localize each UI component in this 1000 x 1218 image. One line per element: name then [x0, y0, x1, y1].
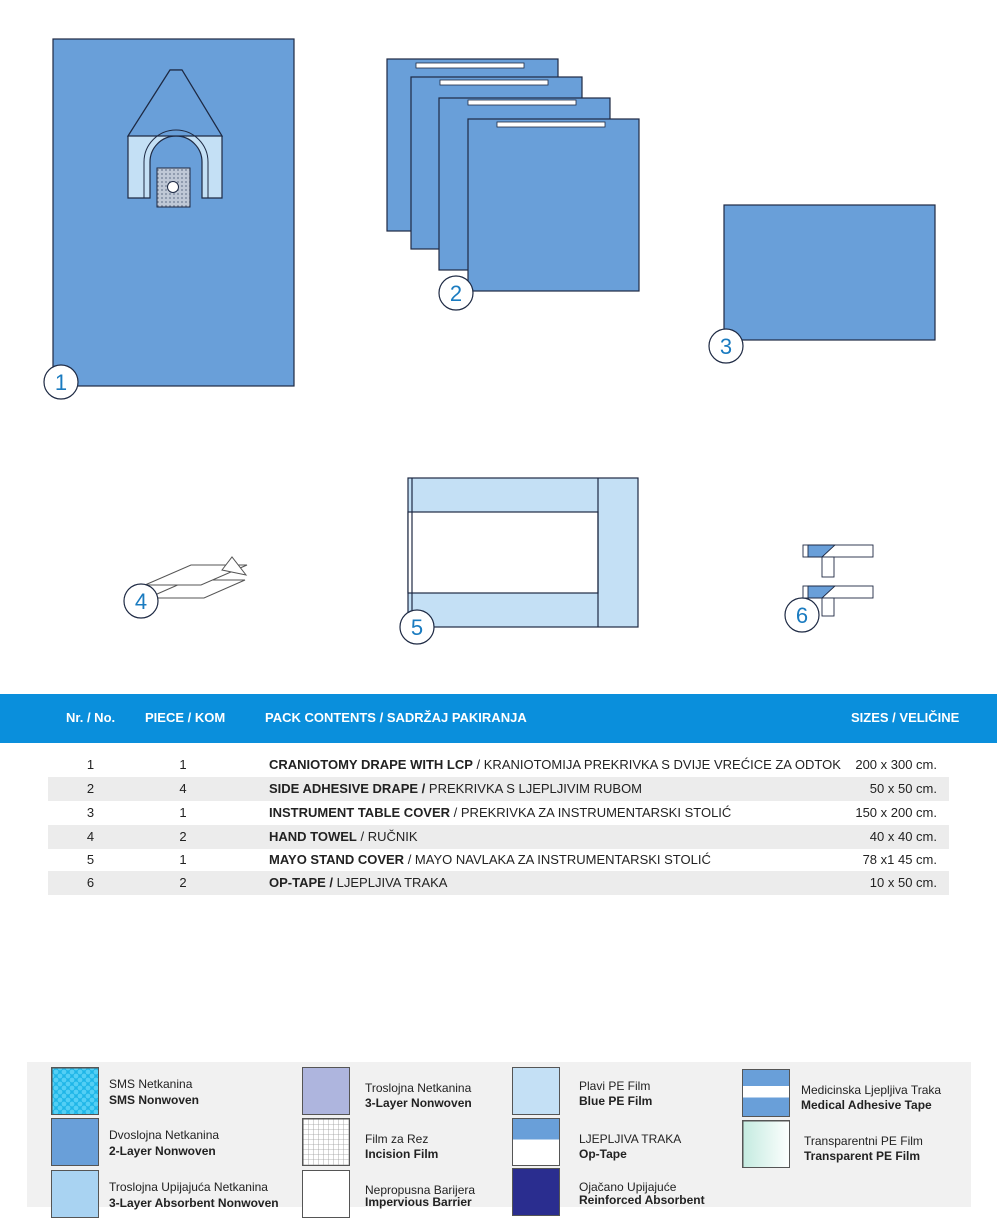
pack-contents-table — [48, 753, 949, 895]
row-item-name: HAND TOWEL — [269, 829, 357, 844]
legend-local: Dvoslojna Netkanina — [109, 1128, 220, 1142]
legend-en: 3-Layer Nonwoven — [365, 1096, 472, 1110]
row-piece: 1 — [179, 852, 187, 867]
header-contents: PACK CONTENTS / SADRŽAJ PAKIRANJA — [265, 710, 527, 725]
item-number-label: 1 — [54, 370, 68, 395]
impervious-barrier-swatch — [302, 1170, 350, 1218]
blue-pe-film-swatch — [512, 1067, 560, 1115]
op-tape-swatch — [512, 1118, 560, 1166]
legend-local: Troslojna Upijajuća Netkanina — [109, 1180, 268, 1194]
transparent-pe-film-swatch — [742, 1120, 790, 1168]
legend-local: Plavi PE Film — [579, 1079, 651, 1093]
row-piece: 2 — [179, 875, 187, 890]
instrument-table-cover-diagram — [724, 205, 935, 340]
legend-local: Transparentni PE Film — [804, 1134, 923, 1148]
table-row — [48, 871, 949, 895]
row-nr: 3 — [86, 805, 95, 820]
legend-local: Film za Rez — [365, 1132, 429, 1146]
row-piece: 1 — [179, 757, 187, 772]
row-piece: 1 — [179, 805, 187, 820]
legend-local: LJEPLJIVA TRAKA — [579, 1132, 682, 1146]
legend-local: Troslojna Netkanina — [365, 1081, 472, 1095]
absorbent-nonwoven-swatch — [51, 1170, 99, 1218]
row-size: 40 x 40 cm. — [869, 829, 937, 844]
legend-en: 3-Layer Absorbent Nonwoven — [109, 1196, 279, 1210]
craniotomy-drape-diagram — [53, 39, 294, 386]
row-description — [269, 753, 841, 777]
row-size: 10 x 50 cm. — [869, 875, 937, 890]
row-item-desc: / RUČNIK — [356, 829, 418, 844]
row-size: 200 x 300 cm. — [855, 757, 937, 772]
row-item-desc: / PREKRIVKA ZA INSTRUMENTARSKI STOLIĆ — [450, 805, 732, 820]
legend-en: Op-Tape — [579, 1147, 627, 1161]
row-nr: 1 — [86, 757, 95, 772]
row-description — [269, 801, 731, 825]
row-item-name: MAYO STAND COVER — [269, 852, 405, 867]
item-number-label: 4 — [134, 589, 148, 614]
row-description — [269, 777, 642, 801]
row-nr: 6 — [86, 875, 95, 890]
legend-en: Blue PE Film — [579, 1094, 653, 1108]
table-header — [0, 694, 997, 743]
item-number-1 — [44, 365, 78, 399]
legend-en: Transparent PE Film — [804, 1149, 921, 1163]
table-row — [48, 801, 949, 825]
row-item-desc: / KRANIOTOMIJA PREKRIVKA S DVIJE VREĆICE ZA ODTOK — [472, 757, 841, 772]
row-nr: 4 — [86, 829, 95, 844]
item-number-label: 6 — [795, 603, 809, 628]
row-nr: 5 — [86, 852, 95, 867]
row-item-name: CRANIOTOMY DRAPE WITH LCP — [269, 757, 473, 772]
table-row — [48, 753, 949, 777]
legend-local: SMS Netkanina — [109, 1077, 193, 1091]
row-item-name: OP-TAPE / — [269, 875, 334, 890]
hand-towel-diagram — [145, 557, 247, 598]
legend-en: Medical Adhesive Tape — [801, 1098, 932, 1112]
item-number-label: 5 — [410, 615, 424, 640]
row-piece: 4 — [179, 781, 187, 796]
legend-en: Reinforced Absorbent — [579, 1193, 705, 1207]
item-number-2 — [439, 276, 473, 310]
legend-local: Nepropusna Barijera — [365, 1183, 476, 1197]
row-size: 150 x 200 cm. — [855, 805, 937, 820]
table-row — [48, 825, 949, 849]
two-layer-nonwoven-swatch — [51, 1118, 99, 1166]
header-sizes: SIZES / VELIČINE — [851, 710, 960, 725]
reinforced-absorbent-swatch — [512, 1168, 560, 1216]
row-description — [269, 849, 711, 871]
legend-local: Medicinska Ljepljiva Traka — [801, 1083, 942, 1097]
legend-en: Impervious Barrier — [365, 1195, 472, 1209]
row-item-name: INSTRUMENT TABLE COVER — [269, 805, 451, 820]
row-size: 50 x 50 cm. — [869, 781, 937, 796]
row-piece: 2 — [179, 829, 187, 844]
row-size: 78 x1 45 cm. — [862, 852, 937, 867]
legend-en: 2-Layer Nonwoven — [109, 1144, 216, 1158]
item-number-3 — [709, 329, 743, 363]
three-layer-nonwoven-swatch — [302, 1067, 350, 1115]
table-row — [48, 777, 949, 801]
medical-adhesive-tape-swatch — [742, 1069, 790, 1117]
item-number-label: 2 — [449, 281, 463, 306]
legend-en: SMS Nonwoven — [109, 1093, 200, 1107]
item-number-4 — [124, 584, 158, 618]
side-adhesive-drapes-diagram — [387, 59, 639, 291]
sms-nonwoven-swatch — [51, 1067, 99, 1115]
row-item-name: SIDE ADHESIVE DRAPE / — [269, 781, 426, 796]
row-item-desc: PREKRIVKA S LJEPLJIVIM RUBOM — [425, 781, 643, 796]
material-legend — [27, 1062, 971, 1210]
header-nr: Nr. / No. — [66, 710, 116, 725]
legend-en: Incision Film — [365, 1147, 439, 1161]
table-row — [48, 849, 949, 871]
row-description — [269, 871, 447, 895]
mayo-stand-cover-diagram — [408, 478, 638, 627]
header-piece: PIECE / KOM — [145, 710, 226, 725]
item-number-5 — [400, 610, 434, 644]
row-description — [269, 825, 418, 849]
row-item-desc: / MAYO NAVLAKA ZA INSTRUMENTARSKI STOLIĆ — [404, 852, 711, 867]
row-item-desc: LJEPLJIVA TRAKA — [333, 875, 448, 890]
incision-film-swatch — [302, 1118, 350, 1166]
item-number-6 — [785, 598, 819, 632]
legend-local: Ojačano Upijajuće — [579, 1180, 677, 1194]
row-nr: 2 — [86, 781, 95, 796]
item-number-label: 3 — [719, 334, 733, 359]
